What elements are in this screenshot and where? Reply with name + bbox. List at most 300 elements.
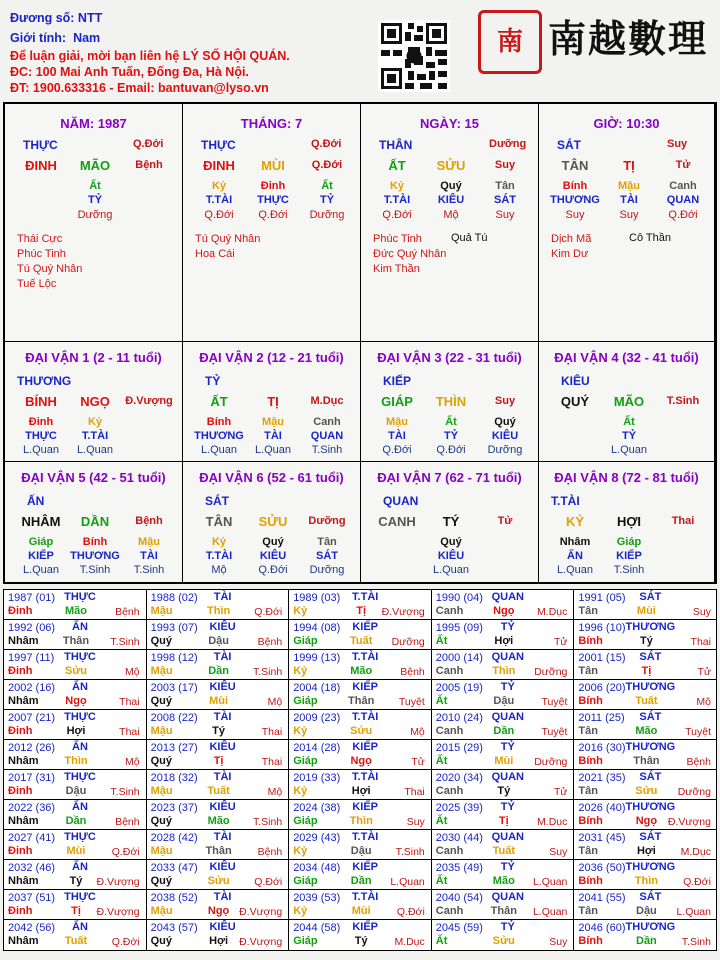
gender-label: Giới tính: [10,31,67,45]
dai-van-hidden-stem: Quý [262,536,284,548]
dai-van-hidden-state: T.Sinh [133,564,165,576]
year-state: T.Sinh [110,636,140,648]
dai-van-state: M.Dục [310,395,344,407]
year-state: T.Sinh [253,666,283,678]
annual-cell [574,920,717,950]
year-god: KIẾP [352,681,379,693]
hidden-stem: Bính [562,180,588,192]
dai-van-cell [361,342,539,462]
dai-van-title: ĐẠI VẬN 3 (22 - 31 tuổi) [377,350,522,365]
year-state: Q.Đới [111,846,140,858]
hidden-god: SÁT [494,194,516,206]
year-stem: Giáp [293,935,318,947]
dai-van-hidden-state: L.Quan [610,444,648,456]
gender-value: Nam [73,31,101,45]
pillar-god: THỰC [201,138,236,152]
star-item: Cô Thần [629,232,671,244]
year-state: Thai [119,726,140,738]
dai-van-hidden-god: THƯƠNG [194,430,244,442]
dai-van-hidden-stem: Nhâm [559,536,591,548]
year-god: ẤN [72,921,88,933]
annual-cell [147,650,290,680]
year-label: 2015 (29) [435,742,483,754]
annual-cell [289,800,432,830]
year-branch: Thìn [492,665,516,677]
dai-van-hidden-state: Dưỡng [487,444,523,456]
pillar-god: THÂN [379,138,413,152]
annual-cell [4,920,147,950]
hidden-stem: Kỷ [389,180,405,192]
year-god: KIẾP [352,621,379,633]
pillar-state: Suy [494,159,516,171]
year-branch: Hợi [494,635,514,647]
year-label: 2010 (24) [435,712,483,724]
year-god: TÀI [213,831,232,843]
annual-cell [574,830,717,860]
hidden-state: Suy [495,209,515,221]
pillar-title: GIỜ: 10:30 [593,116,660,131]
year-label: 2034 (48) [293,862,341,874]
year-state: M.Dục [394,936,425,948]
hidden-state: Q.Đới [382,209,412,221]
dai-van-stem: GIÁP [381,394,413,409]
year-branch: Thân [62,635,90,647]
year-branch: Thìn [634,875,658,887]
year-stem: Đinh [8,785,33,797]
year-stem: Kỷ [293,905,308,917]
year-label: 1992 (06) [8,622,56,634]
year-god: ẤN [72,741,88,753]
year-branch: Sửu [492,935,515,947]
year-god: KIÊU [209,921,236,933]
year-branch: Tị [213,755,224,767]
year-god: THỰC [64,591,96,603]
year-branch: Dần [493,725,515,737]
year-state: Mộ [267,786,283,798]
dai-van-branch: DẦN [80,514,110,529]
year-god: THƯƠNG [625,861,676,873]
annual-cell [574,860,717,890]
year-state: T.Sinh [253,816,283,828]
hidden-god: THỰC [257,194,289,206]
year-stem: Kỷ [293,725,308,737]
year-label: 1987 (01) [8,592,56,604]
annual-cell [147,710,290,740]
hidden-state: Q.Đới [668,209,698,221]
year-label: 2040 (54) [435,892,483,904]
year-label: 2011 (25) [578,712,625,724]
year-god: ẤN [72,861,88,873]
dai-van-hidden-state: Q.Đới [382,444,412,456]
annual-cell [289,920,432,950]
dai-van-god: TỶ [205,374,221,388]
hidden-state: Dưỡng [309,209,345,221]
year-state: Q.Đới [396,906,425,918]
brand-logo: 南越數理 [548,16,709,61]
year-branch: Tuất [635,695,658,707]
heavenly-stem: ẤT [388,158,406,173]
year-god: ẤN [72,621,88,633]
year-god: TỶ [500,741,515,753]
annual-cell [432,650,575,680]
year-god: SÁT [639,651,662,663]
year-branch: Dần [350,875,372,887]
year-branch: Tuất [64,935,88,947]
year-label: 2037 (51) [8,892,56,904]
dai-van-god: T.TÀI [551,494,580,508]
year-state: M.Dục [537,816,568,828]
annual-cell [4,650,147,680]
year-god: KIÊU [209,861,236,873]
dai-van-hidden-god: TỶ [621,430,637,442]
year-stem: Tân [578,785,598,797]
year-state: Dưỡng [534,666,568,678]
dai-van-title: ĐẠI VẬN 2 (12 - 21 tuổi) [199,350,344,365]
dai-van-branch: NGỌ [80,394,110,409]
year-state: Tuyệt [398,696,425,708]
star-item: Tuế Lộc [17,278,57,290]
year-god: SÁT [639,831,662,843]
annual-cell [432,920,575,950]
hidden-stem: Ất [321,180,333,192]
dai-van-god: THƯƠNG [17,374,72,388]
year-label: 2045 (59) [435,922,483,934]
year-branch: Tý [212,725,226,737]
year-branch: Thân [205,845,232,857]
year-state: M.Dục [680,846,711,858]
pillar-relation: Q.Đới [133,138,164,150]
dai-van-hidden-stem: Canh [313,416,341,428]
dai-van-hidden-stem: Giáp [616,536,642,548]
contact-line: Để luận giải, mời bạn liên hệ LÝ SỐ HỘI QUÁN. [10,49,290,63]
hidden-god: TÀI [620,194,638,206]
year-state: Đ.Vượng [239,906,283,918]
year-label: 2030 (44) [435,832,483,844]
year-label: 1994 (08) [293,622,341,634]
year-branch: Hợi [66,725,86,737]
year-state: Mộ [410,726,425,738]
year-branch: Tý [69,875,83,887]
year-label: 2004 (18) [293,682,341,694]
dai-van-hidden-state: L.Quan [254,444,292,456]
year-label: 2041 (55) [578,892,626,904]
star-item: Thái Cực [17,233,63,245]
year-state: Suy [549,936,568,948]
year-branch: Ngọ [635,815,658,827]
pillar-title: THÁNG: 7 [240,116,303,131]
annual-cell [432,710,575,740]
pillar-relation: Q.Đới [311,138,342,150]
dai-van-hidden-stem: Tân [317,536,337,548]
dai-van-hidden-god: T.TÀI [81,430,109,442]
annual-cell [289,890,432,920]
year-god: TỶ [500,621,515,633]
year-god: TỶ [500,861,515,873]
dai-van-hidden-god: THỰC [25,430,57,442]
address-line: ĐC: 100 Mai Anh Tuấn, Đống Đa, Hà Nội. [10,65,249,79]
annual-cell [432,770,575,800]
year-stem: Ất [435,635,448,647]
dai-van-hidden-stem: Bính [206,416,232,428]
pillar-title: NGÀY: 15 [420,116,479,131]
annual-cell [147,890,290,920]
dai-van-hidden-state: L.Quan [22,444,60,456]
year-stem: Nhâm [8,875,39,887]
year-god: THỰC [64,831,96,843]
year-stem: Mậu [150,725,173,737]
year-god: SÁT [639,711,662,723]
hidden-stem: Ất [89,180,101,192]
year-label: 2038 (52) [150,892,198,904]
year-stem: Mậu [150,605,173,617]
annual-cell [289,830,432,860]
year-branch: Dậu [208,635,229,647]
year-god: KIÊU [209,801,236,813]
year-state: Suy [692,606,711,618]
year-stem: Giáp [293,635,318,647]
year-state: Đ.Vượng [381,606,425,618]
dai-van-hidden-god: THƯƠNG [70,550,120,562]
dai-van-stem: QUÝ [560,394,590,409]
annual-cell [289,740,432,770]
year-god: ẤN [72,801,88,813]
year-label: 2036 (50) [578,862,626,874]
dai-van-hidden-god: QUAN [310,430,344,442]
year-label: 2009 (23) [293,712,341,724]
year-stem: Bính [578,935,603,947]
year-god: TÀI [213,771,232,783]
year-stem: Tân [578,665,598,677]
year-stem: Mậu [150,665,173,677]
year-state: Đ.Vượng [96,876,140,888]
year-branch: Dậu [65,785,87,797]
year-stem: Canh [435,785,464,797]
earthly-branch: TỊ [623,158,635,173]
dai-van-hidden-state: L.Quan [22,564,60,576]
year-state: L.Quan [532,906,568,918]
annual-cell [147,860,290,890]
year-branch: Thìn [206,605,231,617]
year-god: T.TÀI [352,591,379,603]
year-stem: Quý [150,935,172,947]
hidden-state: Q.Đới [204,209,234,221]
year-state: Đ.Vượng [96,906,140,918]
year-label: 1996 (10) [578,622,626,634]
year-god: SÁT [639,591,662,603]
annual-cell [432,830,575,860]
year-label: 2014 (28) [293,742,341,754]
dai-van-hidden-stem: Bính [82,536,108,548]
year-branch: Tị [641,665,652,677]
year-label: 2046 (60) [578,922,626,934]
year-god: THƯƠNG [625,801,676,813]
year-stem: Quý [150,875,172,887]
year-label: 2024 (38) [293,802,341,814]
year-label: 2008 (22) [150,712,198,724]
year-label: 2044 (58) [293,922,341,934]
annual-cell [4,800,147,830]
annual-cell [432,680,575,710]
annual-cell [147,680,290,710]
dai-van-state: Đ.Vượng [125,395,173,407]
year-state: Bệnh [257,846,283,858]
hidden-stem: Kỷ [211,180,227,192]
dai-van-state: T.Sinh [666,395,700,407]
year-stem: Đinh [8,845,33,857]
year-stem: Ất [435,935,448,947]
year-stem: Đinh [8,605,33,617]
annual-cell [432,800,575,830]
year-stem: Tân [578,725,598,737]
dai-van-hidden-stem: Ất [445,416,457,428]
dai-van-hidden-state: Q.Đới [258,564,288,576]
year-branch: Ngọ [65,695,87,707]
year-god: KIẾP [352,741,379,753]
year-stem: Giáp [293,815,318,827]
star-item: Quả Tú [451,232,488,244]
earthly-branch: SỬU [436,158,466,173]
year-label: 2003 (17) [150,682,198,694]
year-branch: Dần [208,665,229,677]
year-god: KIÊU [209,741,236,753]
hidden-state: Q.Đới [258,209,288,221]
year-stem: Quý [150,755,172,767]
dai-van-god: ẤN [27,494,45,508]
year-branch: Dần [65,815,87,827]
dai-van-title: ĐẠI VẬN 1 (2 - 11 tuổi) [25,350,162,365]
dai-van-cell [5,342,183,462]
dai-van-hidden-stem: Đinh [28,416,54,428]
year-branch: Tý [354,935,368,947]
year-label: 1997 (11) [8,652,55,664]
annual-cell [289,770,432,800]
pillar-relation: Suy [667,138,688,150]
year-branch: Mùi [494,755,514,767]
dai-van-hidden-stem: Kỷ [211,536,227,548]
annual-cell [4,830,147,860]
year-label: 1993 (07) [150,622,198,634]
year-stem: Giáp [293,755,318,767]
year-god: TÀI [213,651,232,663]
dai-van-stem: BÍNH [25,394,57,409]
pillar-cell [361,104,539,342]
year-stem: Kỷ [293,845,308,857]
year-label: 1988 (02) [150,592,198,604]
year-god: THƯƠNG [625,681,676,693]
year-label: 2026 (40) [578,802,626,814]
year-stem: Bính [578,635,603,647]
annual-cell [432,590,575,620]
year-god: T.TÀI [352,831,379,843]
dai-van-hidden-god: TÀI [388,430,406,442]
year-label: 2001 (15) [578,652,626,664]
hidden-god: TỶ [87,194,103,206]
year-state: Thai [404,786,425,798]
annual-cell [289,680,432,710]
year-god: QUAN [491,651,524,663]
year-branch: Thân [348,695,375,707]
hidden-stem: Mậu [618,180,640,192]
year-stem: Giáp [293,695,318,707]
annual-cell [147,590,290,620]
dai-van-god: KIÊU [561,374,590,388]
year-label: 2039 (53) [293,892,341,904]
hidden-state: Suy [565,209,585,221]
pillar-cell [5,104,183,342]
year-god: THỰC [64,891,96,903]
hidden-stem: Canh [669,180,697,192]
hidden-god: THƯƠNG [550,194,600,206]
year-god: T.TÀI [352,651,379,663]
year-branch: Tuất [349,635,373,647]
year-god: SÁT [639,771,662,783]
qr-code-icon [378,20,450,92]
seal-stamp: 南 [478,10,542,74]
dai-van-title: ĐẠI VẬN 5 (42 - 51 tuổi) [21,470,166,485]
year-god: THƯƠNG [625,621,676,633]
year-god: KIẾP [352,921,379,933]
dai-van-hidden-stem: Giáp [28,536,54,548]
dai-van-hidden-state: L.Quan [200,444,238,456]
annual-cell [289,710,432,740]
dai-van-stem: TÂN [205,514,233,529]
year-state: Bệnh [686,756,711,768]
year-god: QUAN [491,891,524,903]
dai-van-branch: MÃO [613,394,645,409]
annual-cell [4,590,147,620]
annual-cell [147,920,290,950]
year-branch: Tị [71,905,81,917]
year-branch: Thân [633,755,660,767]
earthly-branch: MÙI [261,158,285,173]
dai-van-hidden-state: T.Sinh [311,444,343,456]
year-label: 1995 (09) [435,622,483,634]
pillar-god: THỰC [23,138,58,152]
year-state: Thai [261,726,283,738]
annual-cell [147,830,290,860]
year-state: Tử [553,636,568,648]
annual-cell [289,620,432,650]
dai-van-hidden-stem: Quý [494,416,516,428]
pillar-title: NĂM: 1987 [60,116,127,131]
year-branch: Hợi [209,935,229,947]
annual-cell [574,650,717,680]
heavenly-stem: ĐINH [25,158,57,173]
year-state: Q.Đới [254,606,283,618]
annual-cell [4,890,147,920]
year-state: Đ.Vượng [667,816,711,828]
year-god: THƯƠNG [625,741,676,753]
year-stem: Bính [578,875,603,887]
year-state: Đ.Vượng [239,936,283,948]
star-item: Phúc Tinh [17,248,66,260]
pillar-god: SÁT [557,138,581,152]
year-god: THỰC [64,651,96,663]
year-god: TÀI [213,891,232,903]
year-stem: Canh [435,725,464,737]
year-state: Bệnh [115,816,140,828]
year-god: TỶ [500,921,515,933]
dai-van-god: KIẾP [383,374,412,388]
dai-van-state: Tử [497,515,513,527]
year-stem: Đinh [8,905,33,917]
dai-van-branch: THÌN [435,394,467,409]
year-label: 2027 (41) [8,832,56,844]
dai-van-hidden-stem: Kỷ [87,416,103,428]
pillar-state: Tử [675,159,691,171]
phone-email-line: ĐT: 1900.633316 - Email: bantuvan@lyso.vn [10,81,269,95]
year-branch: Hợi [351,785,371,797]
